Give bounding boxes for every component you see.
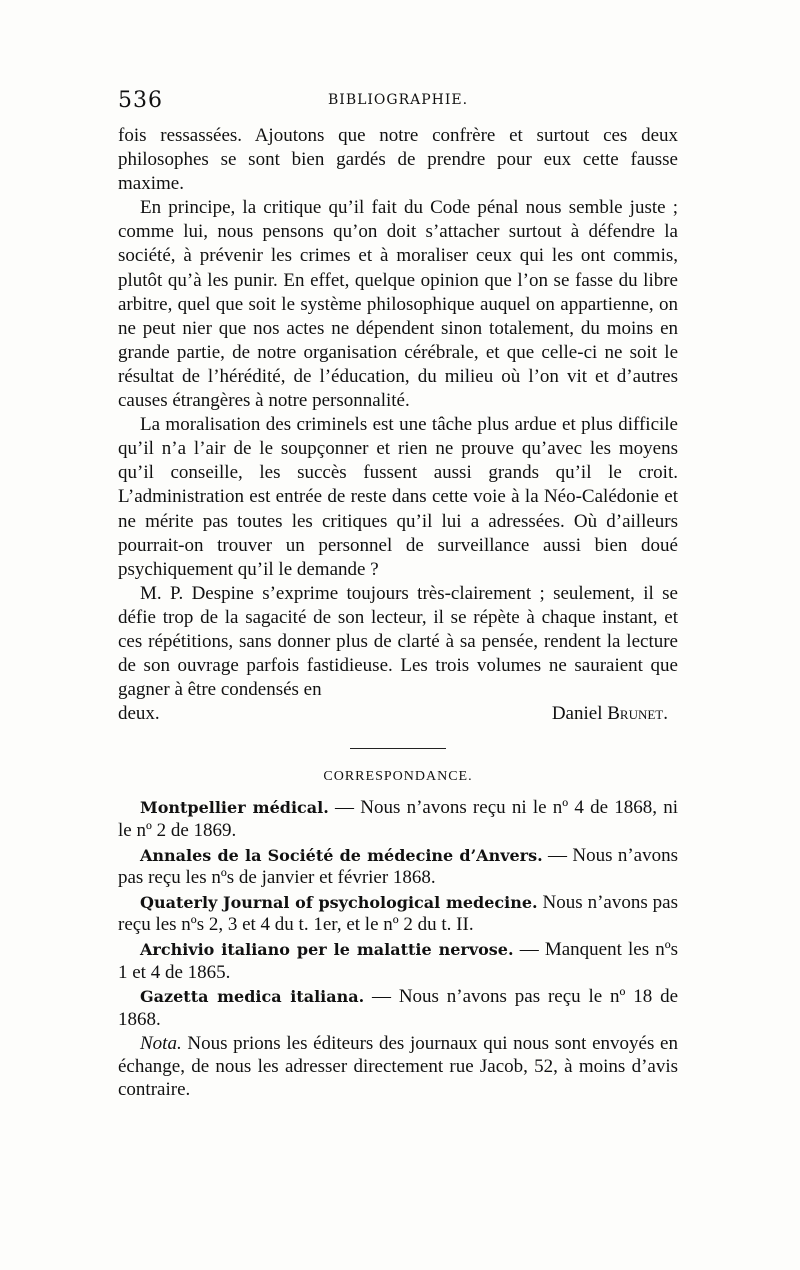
paragraph-4: M. P. Despine s’exprime toujours très-clairement ; seulement, il se défie trop de la sagacité de son lecteur, il se répète à chaque instant, et ces répétitions, sans donner plus de clarté à sa pensée, rendent la lecture de son ouvrage parfois fastidieuse. Les trois volumes ne sauraient que gagner à être condensés en — [118, 582, 678, 701]
correspondence-list — [118, 797, 678, 1101]
entry-text: — Nous n’avons pas reçu les nºs de janvier et février 1868. — [118, 844, 678, 889]
journal-name: Montpellier médical. — [140, 798, 329, 818]
signature — [552, 702, 678, 726]
signature-line — [118, 702, 678, 726]
entry-text: — Nous n’avons reçu ni le nº 4 de 1868, ni le nº 2 de 1869. — [118, 797, 678, 842]
correspondence-entry — [118, 892, 678, 937]
journal-name: Annales de la Société de médecine d’Anvers. — [140, 845, 543, 865]
correspondence-title: CORRESPONDANCE. — [323, 769, 473, 785]
nota-label: Nota. — [140, 1033, 182, 1055]
journal-name: Archivio italiano per le malattie nervose. — [140, 940, 514, 959]
section-divider — [350, 748, 446, 749]
paragraph-3: La moralisation des criminels est une tâche plus ardue et plus difficile qu’il n’a l’air de le soupçonner et rien ne prouve qu’avec les moyens qu’il conseille, les succès fussent aussi grands qu’il le croit. L’administration est entrée de reste dans cette voie à la Néo-Calédonie et ne mérite pas toutes les critiques qu’il lui a adressées. Où d’ailleurs pourrait-on trouver un personnel de surveillance aussi bien doué psychiquement qu’il le demande ? — [118, 414, 678, 580]
page-number: 536 — [118, 88, 163, 113]
running-title: BIBLIOGRAPHIE. — [328, 92, 469, 108]
entry-text: — Nous n’avons pas reçu le nº 18 de 1868. — [118, 986, 679, 1030]
body-text — [118, 124, 678, 1103]
paragraph-1: fois ressassées. Ajoutons que notre confrère et surtout ces deux philosophes se sont bien gardés de prendre pour eux cette fausse maxime. — [118, 125, 678, 195]
journal-name: Gazetta medica italiana. — [140, 987, 365, 1007]
entry-text: Nous n’avons pas reçu les nºs 2, 3 et 4 du t. 1er, et le nº 2 du t. II. — [118, 891, 678, 936]
correspondence-entry — [118, 939, 678, 984]
nota-text: Nous prions les éditeurs des journaux qui nous sont envoyés en échange, de nous les adresser directement rue Jacob, 52, à moins d’avis contraire. — [118, 1033, 678, 1100]
nota-entry — [118, 1033, 678, 1101]
correspondence-entry — [118, 986, 678, 1031]
paragraph-4-end: deux. — [118, 703, 160, 725]
signature-last-name: Brunet. — [607, 703, 668, 725]
page-header — [118, 88, 678, 118]
correspondence-entry — [118, 797, 678, 842]
signature-first-name: Daniel — [551, 703, 603, 725]
entry-text: — Manquent les nºs 1 et 4 de 1865. — [118, 939, 678, 983]
journal-name: Quaterly Journal of psychological medecine. — [140, 892, 538, 912]
paragraph-2: En principe, la critique qu’il fait du Code pénal nous semble juste ; comme lui, nous pensons qu’on doit s’attacher surtout à défendre la société, à prévenir les crimes et à moraliser ceux qui les ont commis, plutôt qu’à les punir. En effet, quelque opinion que l’on se fasse du libre arbitre, quel que soit le système philosophique auquel on appartienne, on ne peut nier que nos actes ne dépendent sinon totalement, du moins en grande partie, de notre organisation cérébrale, et que celle-ci ne soit le résultat de l’hérédité, de l’éducation, du milieu où l’on vit et d’autres causes étrangères à notre personnalité. — [118, 197, 678, 412]
correspondence-entry — [118, 845, 678, 890]
